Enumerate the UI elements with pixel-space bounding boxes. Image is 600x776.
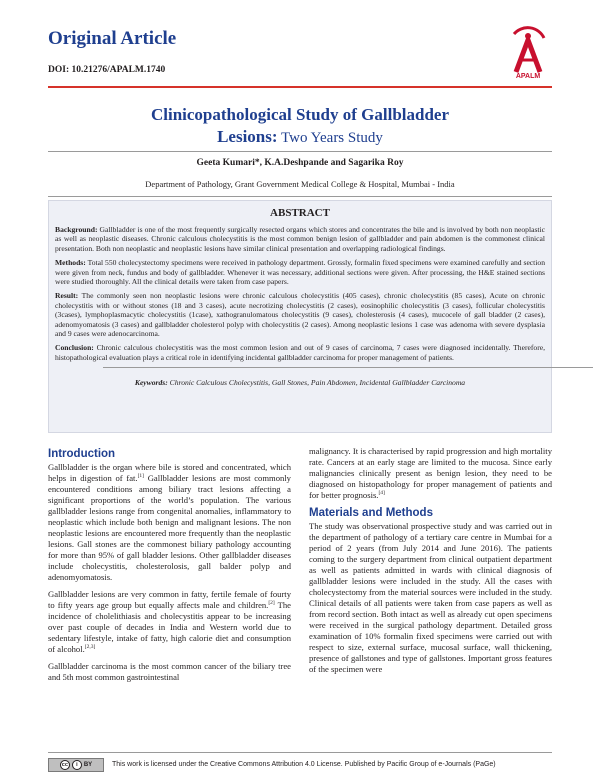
footer [48,752,552,772]
citation-ref[interactable]: [1] [137,473,144,480]
cc-badge-text: BY [83,761,93,768]
conclusion-label: Conclusion: [55,343,94,353]
keywords-text: Chronic Calculous Cholecystitis, Gall Stones, Pain Abdomen, Incidental Gallbladder Carcinoma [167,378,466,388]
abstract-background [55,225,545,253]
methods-paragraph-1: The study was observational prospective study and was carried out in the department of pathology of a tertiary care centre in Mumbai for a period of 2 years (from July 2014 and June 2016). The patients coming to the surgery department from clinical outpatient department as well as patients admitted in wards with clinical diagnosis of gallbladder lesions were included in the study. All the cases with cholecystectomy from the material sources were included in the study. Clinical details of all patients were taken from case papers as well as from record section. Both intact as well as already cut open specimens were received in the surgical pathology department. Detailed gross examination of 10% formalin fixed specimens were carried out with respect to size, external surface, mucosal surface, wall thickening, presence of gallstones and type of gallstones. Important gross features of the specimen were [309,521,552,674]
intro-p1-text-a: Gallbladder is the organ where bile is stored and concentrated, which helps in digestion of fat. [48,462,291,483]
keywords-divider [103,367,593,368]
title-line-2-rest: Two Years Study [277,130,383,146]
intro-p1-text-b: Gallbladder lesions are most commonly encountered conditions among biliary tract lesions affecting a significant proportions of the world’s population. The various gallbladder lesions range from congenital anomalies, inflammatory to neoplastic which include both benign and malignant lesions. The non neoplastic lesions are encountered more frequently than the neoplastic lesions. Gall stones are the commonest biliary pathology accounting for more than 95% of gall bladder lesions. Other gallbladder diseases include cholecystitis, cholesterolosis, gall balder polyp and adenomyomatosis. [48,473,291,582]
abstract-conclusion [55,343,545,362]
abstract-box [48,200,552,433]
abstract-heading: ABSTRACT [270,207,330,219]
result-label: Result: [55,291,79,301]
section-label: Original Article [48,28,177,49]
intro-p2-text-a: Gallbladder lesions are very common in fatty, fertile female of fourty to fifty years age group but equally affects male and children. [48,589,291,610]
keywords-label: Keywords: [134,378,168,388]
logo-label: APALM [515,73,541,80]
cc-license-badge[interactable] [48,758,104,772]
methods-text: Total 550 cholecystectomy specimens were received in pathology department. Grossly, formalin fixed specimens were examined carefully and section were given from neck, fundus and body of gallbladder. Whenever it was necessary, additional sections were given. After processing, the H&E stained sections were studied thoroughly. All the clinical details were taken from case papers. [55,258,545,287]
citation-ref[interactable]: [2,3] [84,644,96,651]
result-text: The commonly seen non neoplastic lesions were chronic calculous cholecystitis (405 cases), chronic cholecystitis (85 cases), Acute on chronic cholecystitis with or without stones (18 and 3 cases), acute necrotizing cholecystitis (2 cases), eosinophilic cholecystitis (3 cases), follicular cholecystitis (3cases), lymphoplasmacytic cholecystitis (1case), xathogranulomatous cholecystitis (9 cases), cholesterosis (4 cases), mucocele of gall bladder (2 cases), adenomyomatosis (3 cases) and gallbladder cholesterol polyp with cholecystitis (2 cases). Among neoplastic lesions 1 case was adenoma with severe dysplasia and 9 cases were adenocarcinoma. [55,291,545,339]
citation-ref[interactable]: [2] [268,600,275,607]
affiliation-divider [48,196,552,197]
intro-paragraph-3-continued [309,446,552,501]
right-column [309,446,552,681]
background-text: Gallbladder is one of the most frequently surgically resected organs which stores and concentrates the bile and is involved by both non neoplastic as well as neoplastic diseases. Chronic calculous cholecystitis is the most common benign lesion of gallbladder and pain abdomen is the commonest clinical presentation. Both non neoplastic and neoplastic lesions have similar clinical presentation and overlapping radiological findings. [55,225,545,253]
attribution-icon: i [72,760,82,770]
citation-ref[interactable]: [4] [378,490,385,497]
background-label: Background: [55,225,98,234]
header-divider [48,86,552,88]
intro-paragraph-3: Gallbladder carcinoma is the most common cancer of the biliary tree and 5th most common gastrointestinal [48,661,291,682]
abstract-methods [55,258,545,286]
title-line-1: Clinicopathological Study of Gallbladder [150,105,449,124]
intro-paragraph-1 [48,462,291,583]
methods-label: Methods: [55,258,86,268]
title-line-2 [48,126,552,149]
affiliation: Department of Pathology, Grant Government Medical College & Hospital, Mumbai - India [145,179,455,189]
article-title [48,104,552,149]
materials-methods-heading: Materials and Methods [309,507,433,519]
title-divider [48,151,552,152]
introduction-heading: Introduction [48,448,116,460]
doi: DOI: 10.21276/APALM.1740 [48,65,166,75]
cc-icon: cc [61,761,68,768]
intro-p2-text-b: The incidence of cholelithiasis and cholecystitis appear to be increasing over past couple of decades in India and Western world due to sedentary lifestyle, intake of fatty, high calorie diet and consumption of alcohol. [48,600,291,654]
intro-paragraph-2 [48,589,291,655]
right-p1-text: malignancy. It is characterised by rapid progression and high mortality rate. Cancers at an early stage are limited to the mucosa. Since early malignancies clinically present as benign lesion, they need to be diagnosed on histopathology for proper management of patients and for better prognosis. [309,446,552,500]
conclusion-text: Chronic calculous cholecystitis was the most common lesion and out of 9 cases of carcinoma, 7 cases were diagnosed incidentally. Therefore, histopathological evaluation plays a critical role in identifying incidental gallbladder carcinoma for proper management of patients. [55,343,545,362]
license-text: This work is licensed under the Creative Commons Attribution 4.0 License. Published by Pacific Group of e-Journals (PaGe) [112,761,496,768]
left-column [48,446,291,689]
title-line-2-prefix: Lesions: [217,127,278,146]
keywords [55,378,545,388]
authors: Geeta Kumari*, K.A.Deshpande and Sagarika Roy [196,158,404,168]
abstract-result [55,291,545,338]
